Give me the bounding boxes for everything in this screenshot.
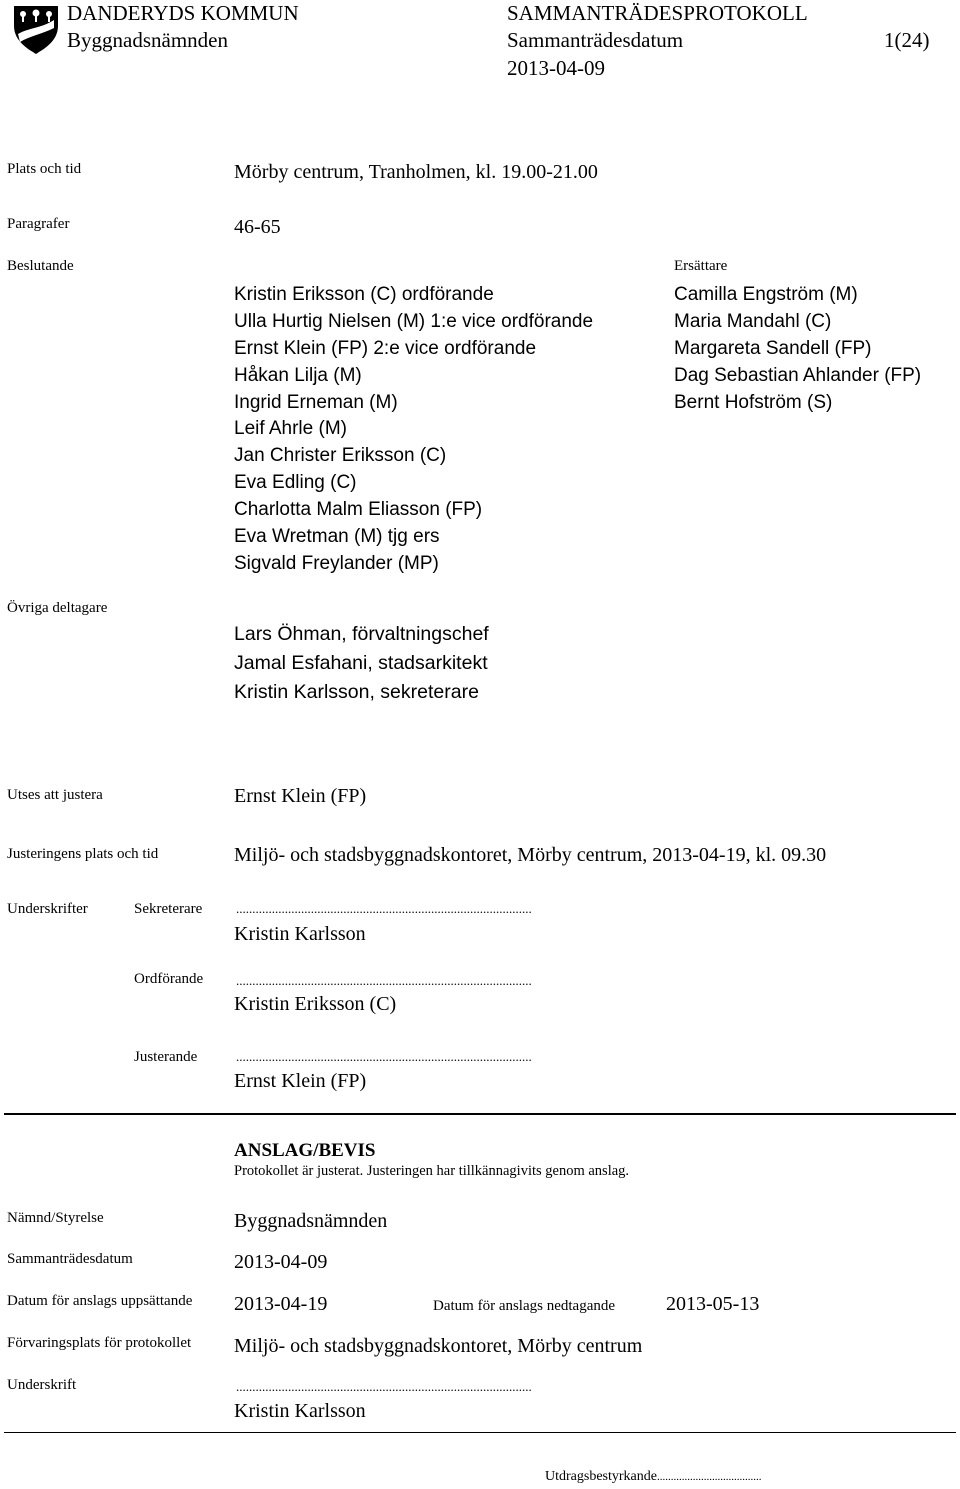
adjust-place-label: Justeringens plats och tid [7,846,159,862]
notice-meeting-date-label: Sammanträdesdatum [7,1251,133,1267]
deciding-member: Ulla Hurtig Nielsen (M) 1:e vice ordförande [234,310,594,332]
adjuster-value: Ernst Klein (FP) [234,785,367,807]
substitute-member: Maria Mandahl (C) [674,310,832,332]
chair-name: Kristin Eriksson (C) [234,993,397,1015]
deciding-member: Håkan Lilja (M) [234,364,362,386]
secretary-name: Kristin Karlsson [234,923,366,945]
chair-signature-line: ........................................................................................... [236,973,532,988]
chair-role: Ordförande [134,971,204,987]
adjuster-label: Utses att justera [7,787,103,803]
meeting-date: 2013-04-09 [507,56,605,80]
other-participant: Lars Öhman, förvaltningschef [234,623,489,645]
substitute-member: Bernt Hofström (S) [674,391,833,413]
extract-signature-line: ...................................... [656,1471,762,1483]
adjuster-signature-name: Ernst Klein (FP) [234,1070,367,1092]
board-label: Nämnd/Styrelse [7,1210,104,1226]
secretary-signature-line: ........................................................................................... [236,901,532,916]
extract-label [545,1468,761,1486]
footer-divider [4,1432,956,1433]
deciding-member: Leif Ahrle (M) [234,418,347,440]
others-list [234,620,489,707]
posted-value: 2013-04-19 [234,1293,328,1315]
deciding-member: Charlotta Malm Eliasson (FP) [234,499,483,521]
signatures-label: Underskrifter [7,901,88,917]
signature-label: Underskrift [7,1377,77,1393]
adjuster-signature-line: ........................................................................................... [236,1049,532,1064]
deciding-member: Eva Edling (C) [234,472,357,494]
storage-label: Förvaringsplats för protokollet [7,1335,192,1351]
section-divider [4,1113,956,1115]
municipality-logo [12,4,60,56]
notice-meeting-date-value: 2013-04-09 [234,1251,328,1273]
deciding-member: Eva Wretman (M) tjg ers [234,526,440,548]
deciding-member: Ingrid Erneman (M) [234,391,398,413]
other-participant: Kristin Karlsson, sekreterare [234,681,479,703]
place-label: Plats och tid [7,161,82,177]
meeting-date-label: Sammanträdesdatum [507,28,684,52]
deciding-member: Kristin Eriksson (C) ordförande [234,284,494,305]
page-number: 1(24) [884,28,930,52]
notice-signature-line: ........................................................................................... [236,1379,532,1394]
paragraphs-label: Paragrafer [7,216,70,232]
substitute-member: Margareta Sandell (FP) [674,337,872,359]
notice-subtitle: Protokollet är justerat. Justeringen har tillkännagivits genom anslag. [234,1163,630,1179]
deciding-label: Beslutande [7,258,74,274]
extract-label-text: Utdragsbestyrkande [545,1469,657,1484]
deciding-member: Ernst Klein (FP) 2:e vice ordförande [234,337,537,359]
removed-value: 2013-05-13 [666,1293,760,1315]
secretary-role: Sekreterare [134,901,203,917]
board-value: Byggnadsnämnden [234,1210,388,1232]
substitute-member: Camilla Engström (M) [674,284,858,305]
paragraphs-value: 46-65 [234,216,281,238]
adjuster-role: Justerande [134,1049,198,1065]
other-participant: Jamal Esfahani, stadsarkitekt [234,652,488,674]
deciding-members-list [234,282,593,578]
notice-signature-name: Kristin Karlsson [234,1400,366,1422]
deciding-member: Jan Christer Eriksson (C) [234,445,447,467]
adjust-place-value: Miljö- och stadsbyggnadskontoret, Mörby centrum, 2013-04-19, kl. 09.30 [234,844,827,866]
storage-value: Miljö- och stadsbyggnadskontoret, Mörby centrum [234,1335,643,1357]
municipality-name: DANDERYDS KOMMUN [67,1,299,25]
substitutes-label: Ersättare [674,258,728,274]
others-label: Övriga deltagare [7,600,108,616]
substitute-member: Dag Sebastian Ahlander (FP) [674,364,922,386]
board-name: Byggnadsnämnden [67,28,228,52]
place-value: Mörby centrum, Tranholmen, kl. 19.00-21.00 [234,161,598,183]
deciding-member: Sigvald Freylander (MP) [234,552,439,574]
notice-title: ANSLAG/BEVIS [234,1140,376,1161]
document-type: SAMMANTRÄDESPROTOKOLL [507,1,808,25]
removed-label: Datum för anslags nedtagande [433,1298,616,1314]
substitutes-list [674,282,921,416]
posted-label: Datum för anslags uppsättande [7,1293,193,1309]
